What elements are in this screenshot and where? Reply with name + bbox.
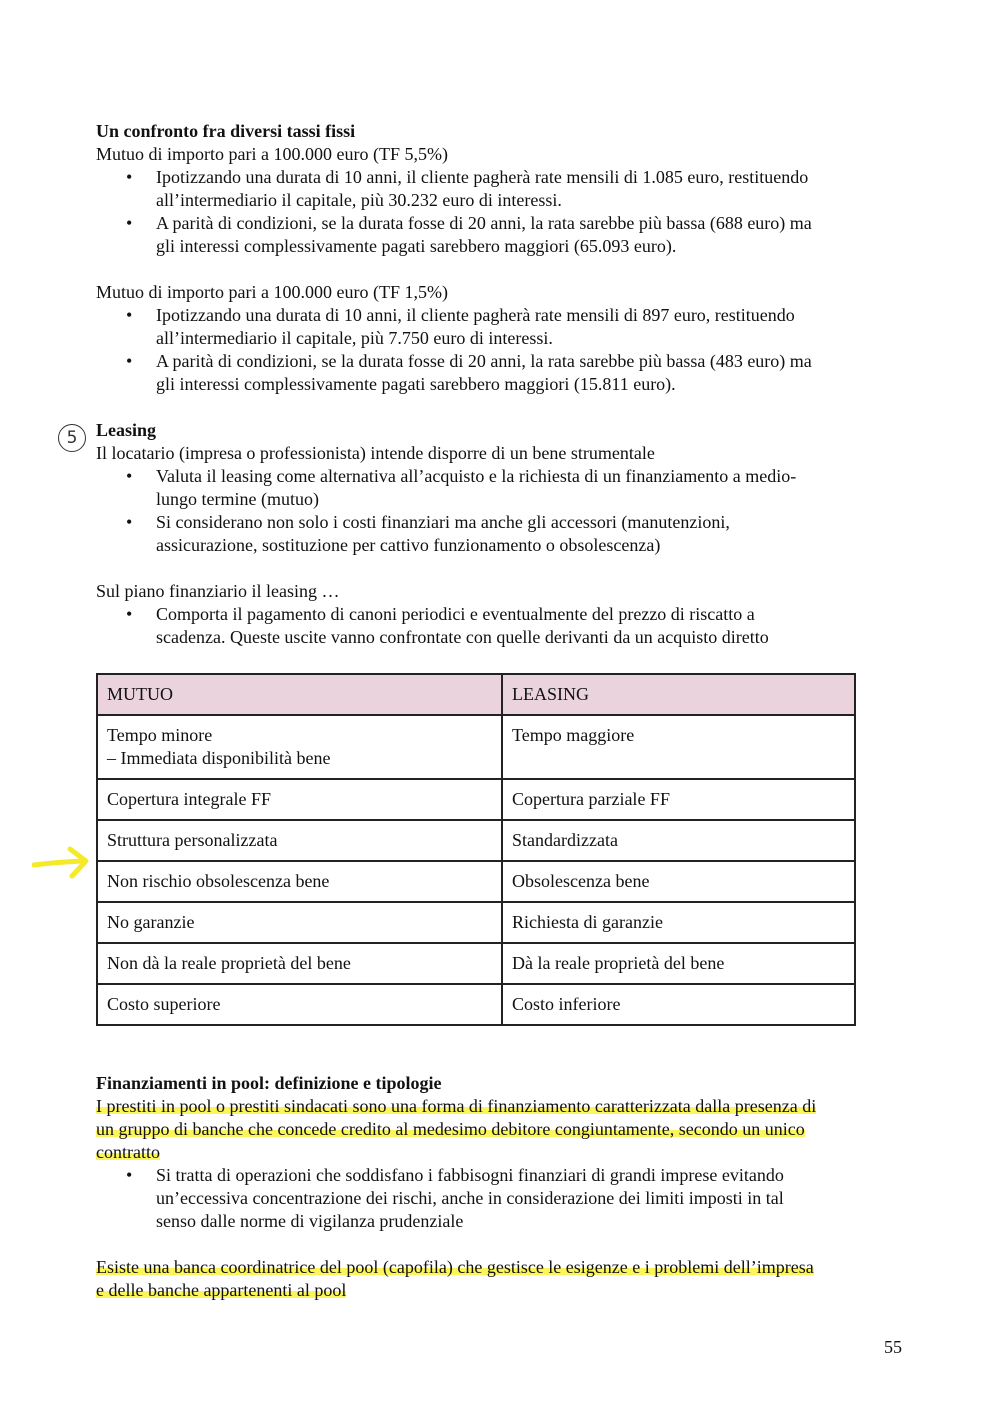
pool-bullets — [96, 1164, 916, 1233]
bullet-item: • Si tratta di operazioni che soddisfano i fabbisogni finanziari di grandi imprese evitando un’eccessiva concentrazione dei rischi, anche in considerazione dei limiti imposti in tal senso dalle norme di vigilanza prudenziale — [96, 1164, 916, 1233]
case1-intro: Mutuo di importo pari a 100.000 euro (TF 5,5%) — [96, 144, 448, 164]
pool-capofila-line: e delle banche appartenenti al pool — [96, 1280, 347, 1300]
bullet-item: • A parità di condizioni, se la durata fosse di 20 anni, la rata sarebbe più bassa (688 euro) ma gli interessi complessivamente pagati sarebbero maggiori (65.093 euro). — [96, 212, 916, 258]
section-title-pool: Finanziamenti in pool: definizione e tipologie — [96, 1073, 442, 1093]
table-cell: Richiesta di garanzie — [502, 902, 855, 943]
table-row — [97, 861, 855, 902]
pool-paragraph-line: contratto — [96, 1142, 160, 1162]
pool-capofila-line: Esiste una banca coordinatrice del pool (capofila) che gestisce le esigenze e i problemi dell’impresa — [96, 1257, 814, 1277]
table-cell: Standardizzata — [502, 820, 855, 861]
mutuo-leasing-comparison-table — [96, 673, 856, 1026]
table-header-row — [97, 674, 855, 715]
pool-paragraph-line: un gruppo di banche che concede credito al medesimo debitore congiuntamente, secondo un unico — [96, 1119, 805, 1139]
table-cell: Non rischio obsolescenza bene — [97, 861, 502, 902]
bullet-item: • Ipotizzando una durata di 10 anni, il cliente pagherà rate mensili di 1.085 euro, restituendo all’intermediario il capitale, più 30.232 euro di interessi. — [96, 166, 916, 212]
case2-bullets — [96, 304, 916, 396]
table-cell: Costo superiore — [97, 984, 502, 1025]
leasing-financial-intro: Sul piano finanziario il leasing … — [96, 581, 340, 601]
table-cell: Copertura parziale FF — [502, 779, 855, 820]
pool-paragraph-line: I prestiti in pool o prestiti sindacati sono una forma di finanziamento caratterizzata dalla presenza di — [96, 1096, 817, 1116]
bullet-item: • Si considerano non solo i costi finanziari ma anche gli accessori (manutenzioni, assicurazione, sostituzione per cattivo funzionamento o obsolescenza) — [96, 511, 916, 557]
page-content — [96, 120, 916, 1302]
page-number: 55 — [884, 1337, 902, 1357]
case1-bullets — [96, 166, 916, 258]
table-row — [97, 943, 855, 984]
leasing-bullets — [96, 465, 916, 557]
leasing-financial-bullets — [96, 603, 916, 649]
table-row — [97, 984, 855, 1025]
leasing-intro: Il locatario (impresa o professionista) intende disporre di un bene strumentale — [96, 443, 655, 463]
table-cell: Costo inferiore — [502, 984, 855, 1025]
bullet-item: • A parità di condizioni, se la durata fosse di 20 anni, la rata sarebbe più bassa (483 euro) ma gli interessi complessivamente pagati sarebbero maggiori (15.811 euro). — [96, 350, 916, 396]
section-title-leasing: Leasing — [96, 420, 157, 440]
bullet-item: • Valuta il leasing come alternativa all’acquisto e la richiesta di un finanziamento a medio- lungo termine (mutuo) — [96, 465, 916, 511]
table-cell: No garanzie — [97, 902, 502, 943]
circled-number-5-annotation: 5 — [58, 424, 86, 452]
header-mutuo: MUTUO — [97, 674, 502, 715]
table-row — [97, 715, 855, 779]
table-cell: Struttura personalizzata — [97, 820, 502, 861]
table-cell: Copertura integrale FF — [97, 779, 502, 820]
table-row — [97, 820, 855, 861]
case2-intro: Mutuo di importo pari a 100.000 euro (TF 1,5%) — [96, 282, 448, 302]
bullet-item: • Comporta il pagamento di canoni periodici e eventualmente del prezzo di riscatto a scadenza. Queste uscite vanno confrontate con quelle derivanti da un acquisto diretto — [96, 603, 916, 649]
header-leasing: LEASING — [502, 674, 855, 715]
table-cell: Obsolescenza bene — [502, 861, 855, 902]
table-cell: Non dà la reale proprietà del bene — [97, 943, 502, 984]
section-title-tassi: Un confronto fra diversi tassi fissi — [96, 121, 356, 141]
hand-drawn-arrow-right-icon — [32, 842, 92, 882]
table-row — [97, 902, 855, 943]
table-row — [97, 779, 855, 820]
table-cell: Tempo minore – Immediata disponibilità bene — [97, 715, 502, 779]
table-cell: Tempo maggiore — [502, 715, 855, 779]
bullet-item: • Ipotizzando una durata di 10 anni, il cliente pagherà rate mensili di 897 euro, restituendo all’intermediario il capitale, più 7.750 euro di interessi. — [96, 304, 916, 350]
table-cell: Dà la reale proprietà del bene — [502, 943, 855, 984]
